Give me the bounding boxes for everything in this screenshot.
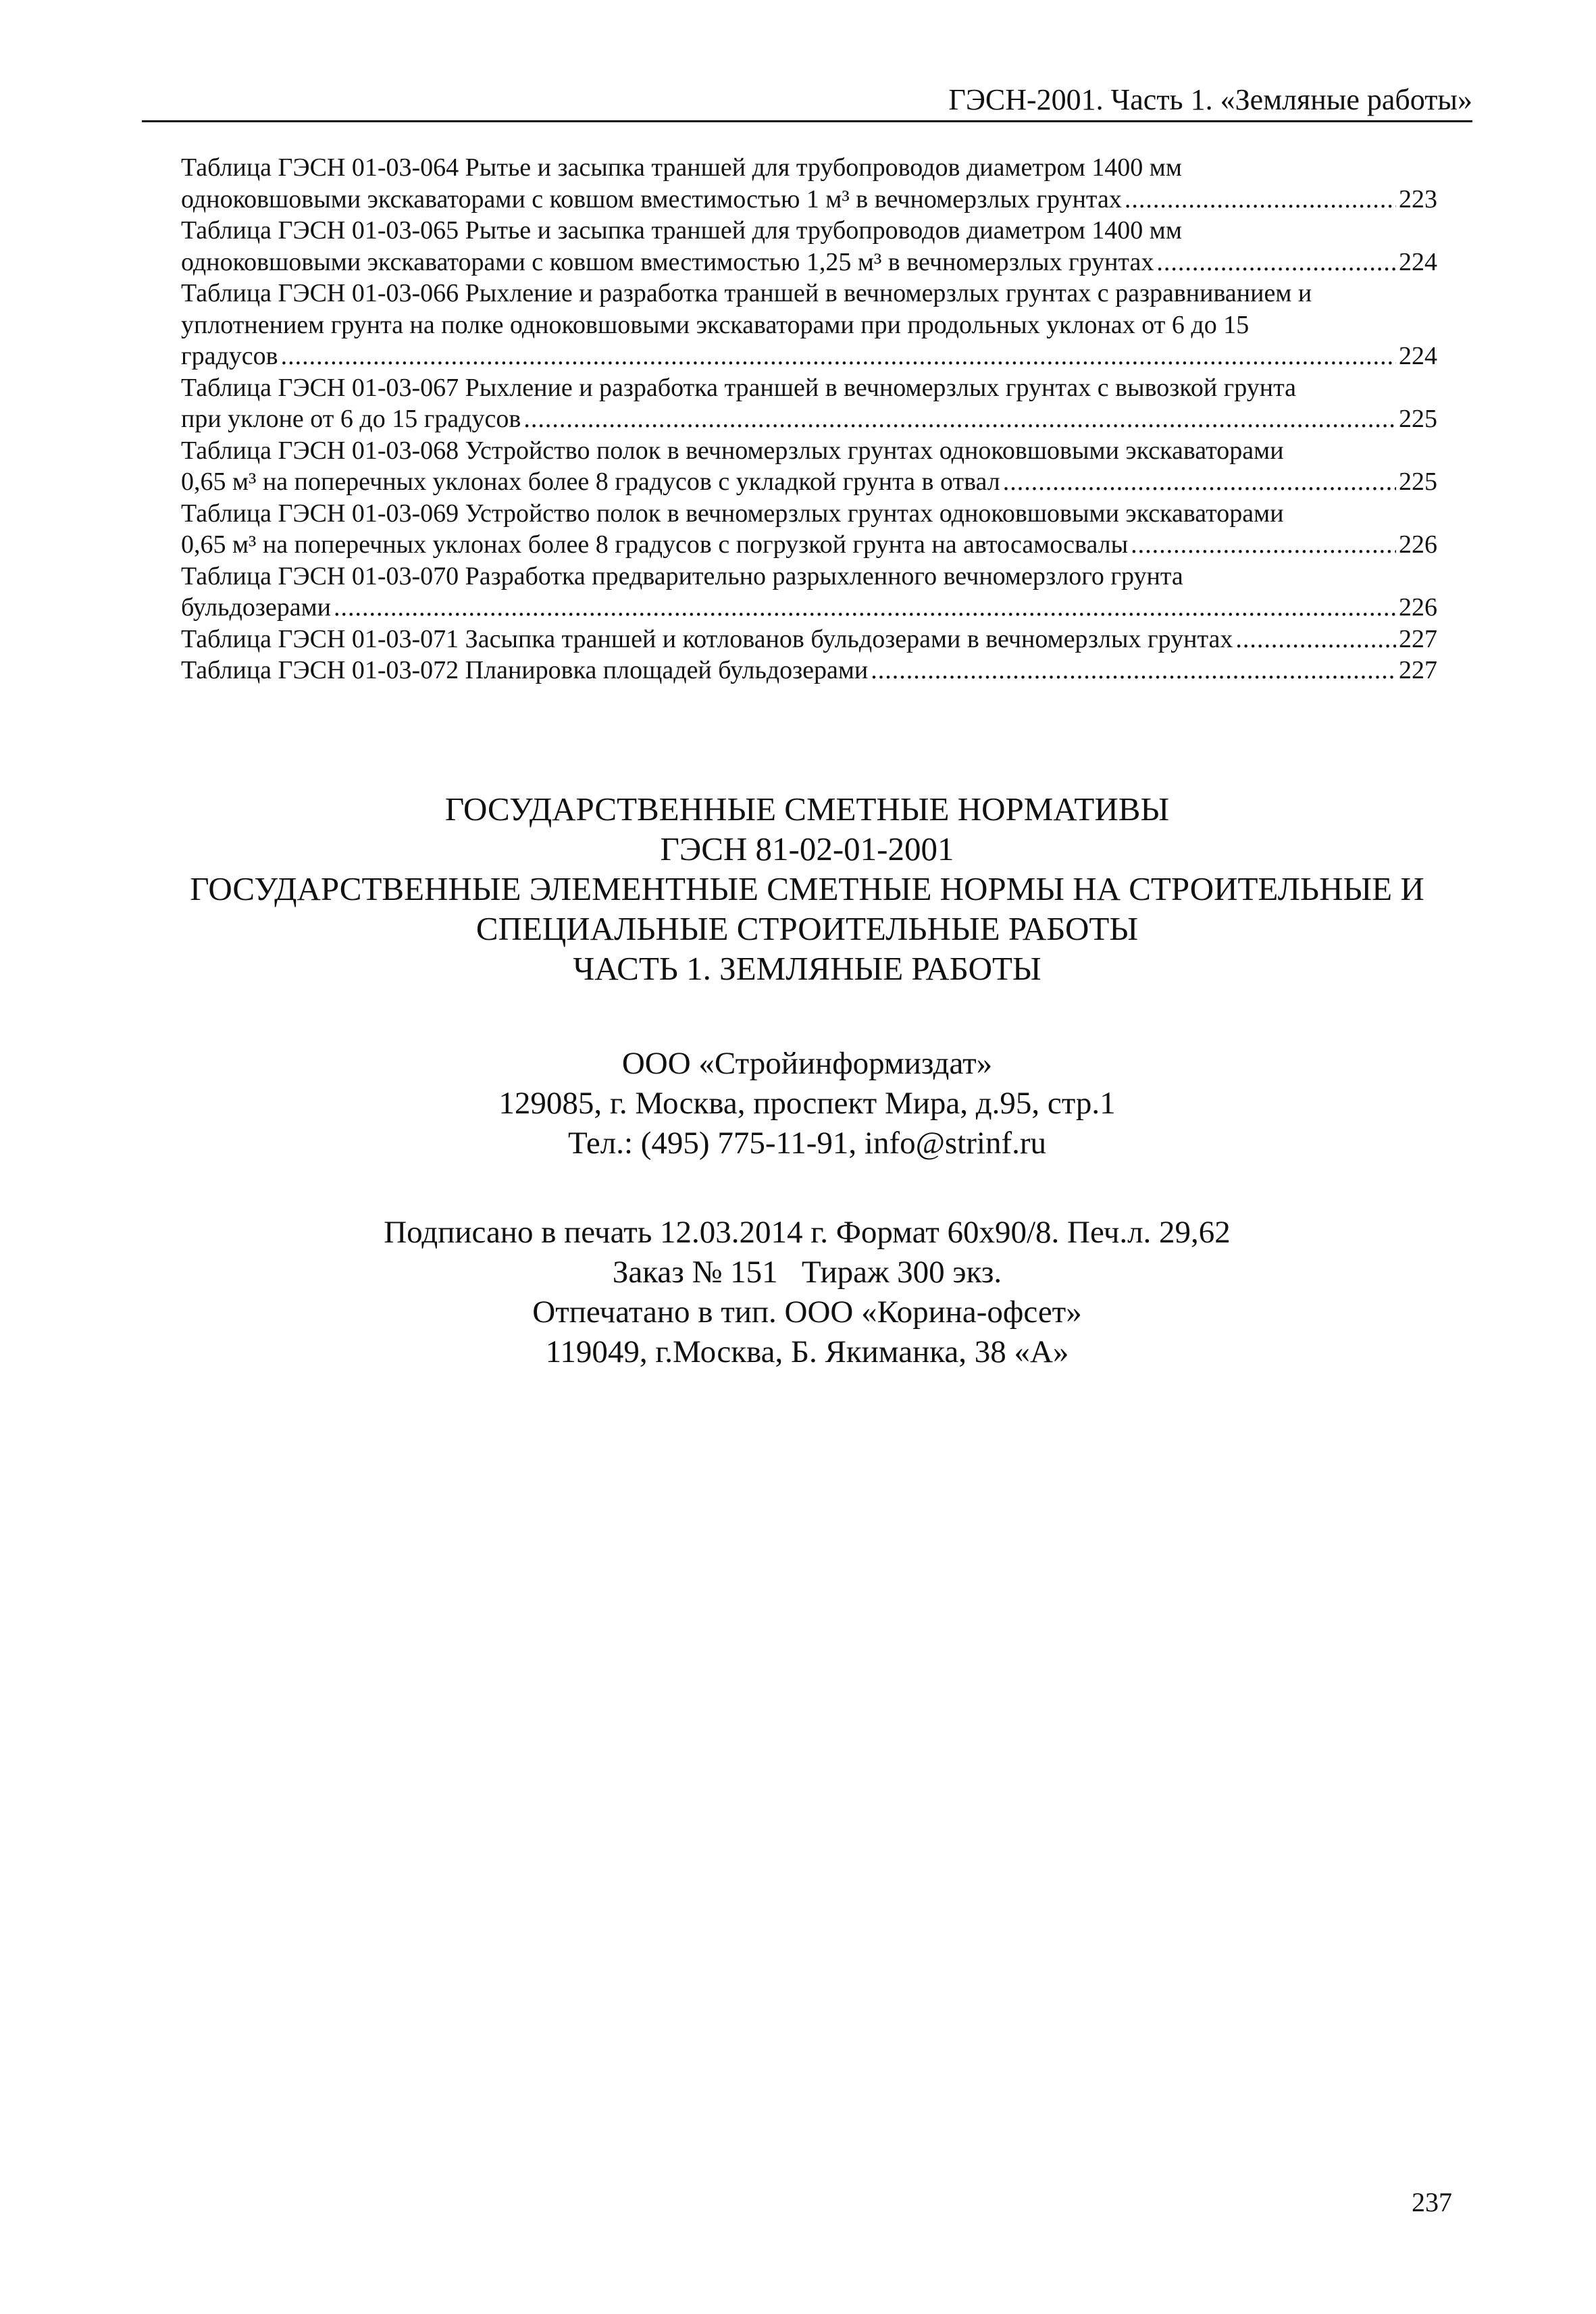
toc-entry-text: при уклоне от 6 до 15 градусов: [181, 405, 521, 433]
publisher-name: ООО «Стройинформиздат»: [621, 1046, 993, 1081]
toc-page-number: 225: [1399, 405, 1437, 433]
header-divider: [142, 120, 1472, 122]
toc-entry: [181, 435, 1437, 498]
toc-entry: [181, 624, 1437, 655]
toc-page-number: 223: [1399, 184, 1437, 213]
toc-dot-leader: [281, 341, 1396, 372]
publisher-info: [142, 1044, 1472, 1163]
toc-dot-leader: [871, 655, 1396, 686]
toc-page-number: 227: [1399, 624, 1437, 653]
toc-entry-line: Таблица ГЭСН 01-03-068 Устройство полок в вечномерзлых грунтах одноковшовыми экскаваторами: [181, 436, 1284, 465]
toc-dot-leader: [1156, 247, 1396, 278]
toc-entry-last-line: [181, 341, 1437, 372]
imprint-line: Подписано в печать 12.03.2014 г. Формат 60х90/8. Печ.л. 29,62: [384, 1215, 1231, 1250]
toc-entry: [181, 215, 1437, 278]
toc-page-number: 226: [1399, 593, 1437, 622]
toc-dot-leader: [1125, 184, 1396, 216]
toc-entry-line: Таблица ГЭСН 01-03-070 Разработка предварительно разрыхленного вечномерзлого грунта: [181, 561, 1183, 590]
toc-entry: [181, 372, 1437, 435]
toc-entry-line: Таблица ГЭСН 01-03-065 Рытье и засыпка траншей для трубопроводов диаметром 1400 мм: [181, 216, 1182, 245]
toc-entry: [181, 498, 1437, 561]
toc-entry-text: 0,65 м³ на поперечных уклонах более 8 градусов с укладкой грунта в отвал: [181, 468, 1000, 496]
toc-entry-last-line: [181, 403, 1437, 435]
document-title-block: [142, 789, 1472, 988]
toc-entry-text: градусов: [181, 342, 278, 370]
toc-entry-last-line: [181, 529, 1437, 561]
toc-entry: [181, 152, 1437, 215]
toc-entry-last-line: [181, 247, 1437, 278]
publisher-contacts: Тел.: (495) 775-11-91, info@strinf.ru: [567, 1126, 1046, 1161]
imprint-line: Отпечатано в тип. ООО «Корина-офсет»: [532, 1294, 1082, 1330]
toc-entry-text: одноковшовыми экскаваторами с ковшом вместимостью 1,25 м³ в вечномерзлых грунтах: [181, 247, 1154, 276]
toc-page-number: 224: [1399, 342, 1437, 370]
running-header: ГЭСН-2001. Часть 1. «Земляные работы»: [948, 83, 1472, 116]
toc-dot-leader: [1003, 466, 1396, 498]
imprint-line: 119049, г.Москва, Б. Якиманка, 38 «А»: [545, 1334, 1069, 1369]
toc-dot-leader: [523, 403, 1396, 435]
toc-dot-leader: [1131, 529, 1396, 561]
page-number: 237: [1412, 2187, 1452, 2217]
toc-page-number: 224: [1399, 247, 1437, 276]
title-line: ГЭСН 81-02-01-2001: [660, 830, 954, 867]
toc-entry: [181, 655, 1437, 686]
toc-entry-text: Таблица ГЭСН 01-03-072 Планировка площадей бульдозерами: [181, 656, 869, 684]
imprint-line: Заказ № 151 Тираж 300 экз.: [612, 1255, 1002, 1290]
toc-page-number: 226: [1399, 530, 1437, 559]
toc-entry-line: Таблица ГЭСН 01-03-069 Устройство полок в вечномерзлых грунтах одноковшовыми экскаваторами: [181, 499, 1284, 528]
toc-entry-line: уплотнением грунта на полке одноковшовыми экскаваторами при продольных уклонах от 6 до 15: [181, 310, 1250, 339]
toc-entry-text: 0,65 м³ на поперечных уклонах более 8 градусов с погрузкой грунта на автосамосвалы: [181, 530, 1129, 559]
table-of-contents: [181, 152, 1437, 686]
toc-entry-line: Таблица ГЭСН 01-03-064 Рытье и засыпка траншей для трубопроводов диаметром 1400 мм: [181, 153, 1182, 182]
toc-entry: [181, 561, 1437, 624]
toc-entry: [181, 278, 1437, 372]
toc-dot-leader: [334, 592, 1396, 624]
toc-entry-last-line: [181, 184, 1437, 216]
toc-entry-text: бульдозерами: [181, 593, 331, 622]
publisher-address: 129085, г. Москва, проспект Мира, д.95, стр.1: [498, 1086, 1116, 1121]
toc-dot-leader: [1235, 624, 1396, 655]
toc-entry-last-line: [181, 592, 1437, 624]
print-imprint: [142, 1213, 1472, 1372]
toc-page-number: 227: [1399, 656, 1437, 684]
toc-page-number: 225: [1399, 468, 1437, 496]
title-line: СПЕЦИАЛЬНЫЕ СТРОИТЕЛЬНЫЕ РАБОТЫ: [475, 910, 1139, 947]
toc-entry-last-line: [181, 466, 1437, 498]
title-line: ГОСУДАРСТВЕННЫЕ ЭЛЕМЕНТНЫЕ СМЕТНЫЕ НОРМЫ НА СТРОИТЕЛЬНЫЕ И: [190, 870, 1424, 907]
title-line: ЧАСТЬ 1. ЗЕМЛЯНЫЕ РАБОТЫ: [573, 950, 1041, 987]
toc-entry-last-line: [181, 624, 1437, 655]
toc-entry-text: Таблица ГЭСН 01-03-071 Засыпка траншей и котлованов бульдозерами в вечномерзлых грунтах: [181, 624, 1233, 653]
toc-entry-last-line: [181, 655, 1437, 686]
toc-entry-line: Таблица ГЭСН 01-03-066 Рыхление и разработка траншей в вечномерзлых грунтах с разравниванием и: [181, 279, 1312, 307]
title-line: ГОСУДАРСТВЕННЫЕ СМЕТНЫЕ НОРМАТИВЫ: [444, 790, 1170, 828]
toc-entry-text: одноковшовыми экскаваторами с ковшом вместимостью 1 м³ в вечномерзлых грунтах: [181, 184, 1122, 213]
toc-entry-line: Таблица ГЭСН 01-03-067 Рыхление и разработка траншей в вечномерзлых грунтах с вывозкой грунта: [181, 373, 1297, 402]
